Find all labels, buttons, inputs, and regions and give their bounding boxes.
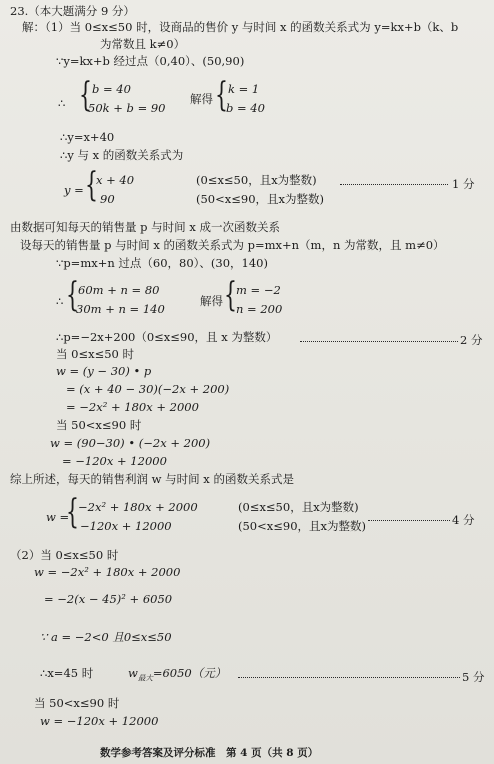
w-case-a-step3: = −2x² + 180x + 2000 (66, 400, 199, 414)
wmax-w: w (128, 666, 138, 680)
w-piece-1: −2x² + 180x + 2000 (78, 500, 198, 514)
score-mark-4: 5 分 (462, 670, 485, 684)
score-mark-2: 2 分 (460, 333, 483, 347)
solve-label-1: 解得 (190, 92, 213, 106)
passes-p-line: ∵p=mx+n 过点（60，80）、(30，140) (56, 256, 268, 270)
system2-eq2: 30m + n = 140 (76, 302, 165, 316)
w-case-a-step1: w = (y − 30) • p (56, 364, 152, 378)
w-case-b-step1: w = (90−30) • (−2x + 200) (50, 436, 211, 450)
part2-result-x: ∴x=45 时 (40, 666, 94, 680)
wmax-subscript: 最大 (137, 673, 153, 683)
score-leader-3 (368, 520, 450, 521)
w-condition-1: (0≤x≤50，且x为整数) (238, 500, 359, 514)
system1-eq2: 50k + b = 90 (88, 101, 166, 115)
solution1-b: b = 40 (226, 101, 265, 115)
w-case-b-step2: = −120x + 12000 (62, 454, 167, 468)
y-condition-2: (50<x≤90，且x为整数) (196, 192, 324, 206)
page-footer: 数学参考答案及评分标准 第 4 页（共 8 页） (100, 747, 319, 759)
solution2-m: m = −2 (236, 283, 281, 297)
part2-case-b: 当 50<x≤90 时 (34, 696, 120, 710)
score-mark-3: 4 分 (452, 513, 475, 527)
w-piecewise-brace: { (66, 492, 79, 532)
y-piecewise-brace: { (85, 165, 98, 205)
solution1-brace: { (215, 75, 228, 115)
w-case-a-step2: = (x + 40 − 30)(−2x + 200) (66, 382, 230, 396)
case-a-line: 当 0≤x≤50 时 (56, 347, 135, 361)
part2-w-step2: = −2(x − 45)² + 6050 (44, 592, 173, 606)
score-leader-2 (300, 341, 458, 342)
score-leader-1 (340, 184, 448, 185)
y-piecewise-label: y = (64, 183, 84, 197)
part1-intro-line1: 解：（1）当 0≤x≤50 时，设商品的售价 y 与时间 x 的函数关系式为 y=kx+b（k、b (22, 20, 459, 34)
score-mark-1: 1 分 (452, 177, 475, 191)
solve-label-2: 解得 (200, 294, 223, 308)
system2-brace: { (66, 275, 79, 315)
part2-w-step1: w = −2x² + 180x + 2000 (34, 565, 181, 579)
w-piecewise-label: w = (46, 510, 70, 524)
result-p-line: ∴p=−2x+200（0≤x≤90，且 x 为整数） (56, 330, 278, 344)
w-condition-2: (50<x≤90，且x为整数) (238, 519, 366, 533)
case-b-line: 当 50<x≤90 时 (56, 418, 142, 432)
result-y-line: ∴y=x+40 (60, 130, 115, 144)
solution1-k: k = 1 (228, 82, 260, 96)
system2-eq1: 60m + n = 80 (78, 283, 160, 297)
system1-eq1: b = 40 (92, 82, 131, 96)
part2-w-case-b: w = −120x + 12000 (40, 714, 159, 728)
score-leader-4 (238, 677, 460, 678)
part1-intro-line2: 为常数且 k≠0） (100, 37, 186, 51)
part2-condition: ∵ a = −2<0 且0≤x≤50 (40, 630, 172, 644)
linear-relation-statement: 由数据可知每天的销售量 p 与时间 x 成一次函数关系 (10, 220, 280, 234)
solution2-brace: { (224, 275, 237, 315)
system1-brace: { (79, 75, 92, 115)
therefore-mark-1: ∴ (58, 96, 66, 110)
solution2-n: n = 200 (236, 302, 283, 316)
summary-line: 综上所述，每天的销售利润 w 与时间 x 的函数关系式是 (10, 472, 294, 486)
part2-wmax (128, 666, 226, 685)
passes-points-line: ∵y=kx+b 经过点（0,40）、(50,90) (56, 54, 245, 68)
question-header: 23.（本大题满分 9 分） (10, 4, 135, 18)
relation-y-line: ∴y 与 x 的函数关系式为 (60, 148, 184, 162)
y-piece-1: x + 40 (96, 173, 135, 187)
w-piece-2: −120x + 12000 (80, 519, 172, 533)
wmax-value: =6050（元） (152, 666, 227, 680)
y-condition-1: (0≤x≤50，且x为整数) (196, 173, 317, 187)
set-p-line: 设每天的销售量 p 与时间 x 的函数关系式为 p=mx+n（m，n 为常数，且 m≠0） (20, 238, 445, 252)
therefore-mark-2: ∴ (56, 294, 64, 308)
part2-case-a: （2）当 0≤x≤50 时 (10, 548, 119, 562)
y-piece-2: 90 (100, 192, 115, 206)
